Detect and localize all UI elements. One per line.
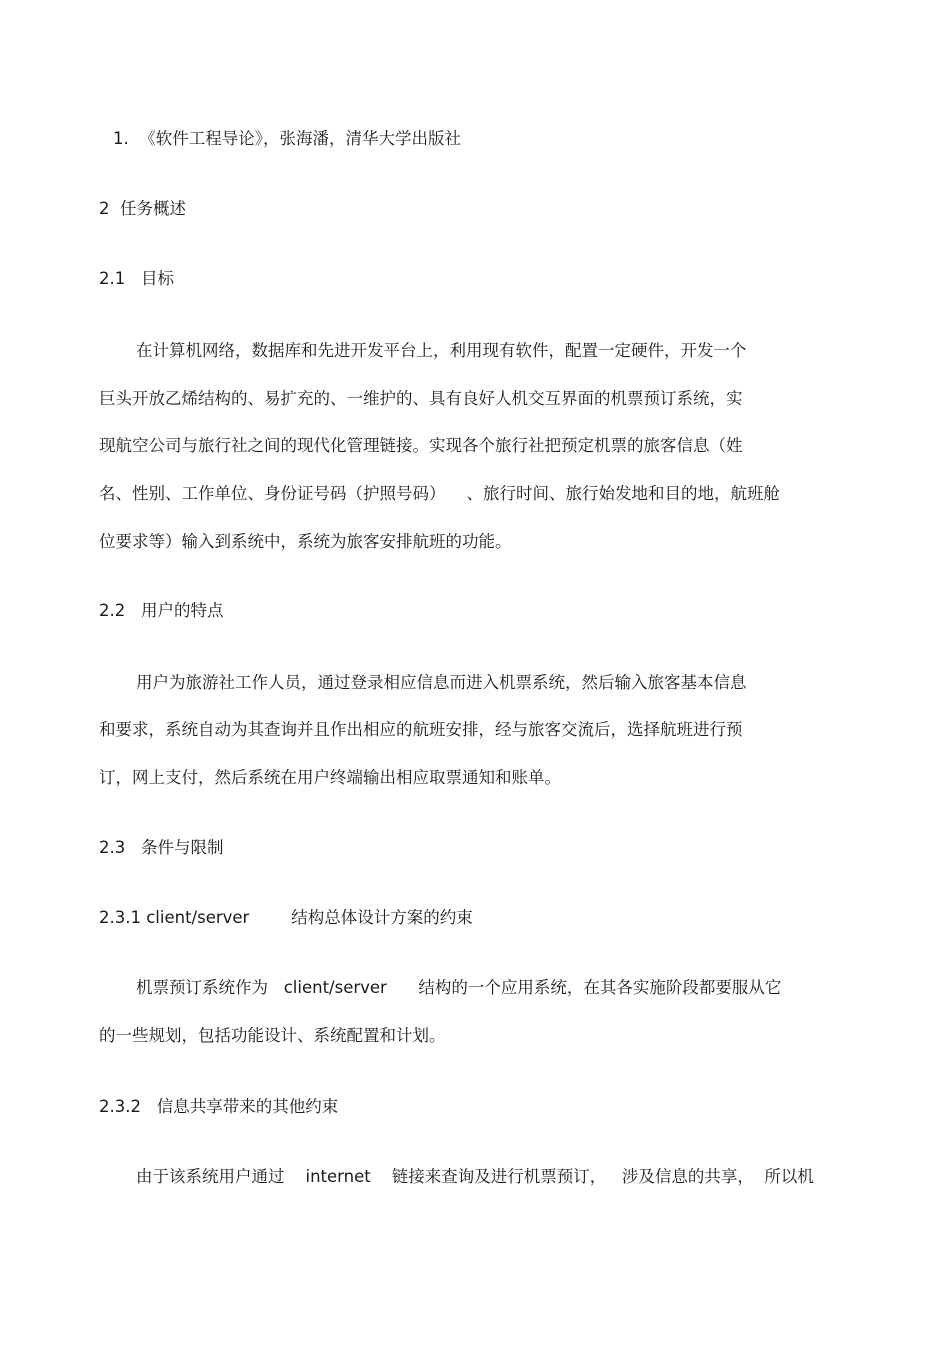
- paragraph-line: 位要求等）输入到系统中，系统为旅客安排航班的功能。: [99, 532, 512, 551]
- paragraph-line: 由于该系统用户通过 internet 链接来查询及进行机票预订， 涉及信息的共享， 所以机: [136, 1167, 814, 1186]
- paragraph-line: 巨头开放乙烯结构的、易扩充的、一维护的、具有良好人机交互界面的机票预订系统，实: [99, 389, 743, 408]
- section-2-3-2-heading: 2.3.2 信息共享带来的其他约束: [99, 1097, 339, 1116]
- paragraph-line: 现航空公司与旅行社之间的现代化管理链接。实现各个旅行社把预定机票的旅客信息（姓: [99, 436, 743, 455]
- section-2-3-heading: 2.3 条件与限制: [99, 838, 224, 857]
- section-2-1-heading: 2.1 目标: [99, 269, 174, 288]
- reference-item-1: 1. 《软件工程导论》，张海潘，清华大学出版社: [113, 129, 461, 148]
- section-2-heading: 2 任务概述: [99, 199, 186, 218]
- paragraph-line: 订，网上支付，然后系统在用户终端输出相应取票通知和账单。: [99, 768, 561, 787]
- paragraph-line: 的一些规划，包括功能设计、系统配置和计划。: [99, 1026, 446, 1045]
- paragraph-line: 在计算机网络，数据库和先进开发平台上，利用现有软件，配置一定硬件，开发一个: [136, 341, 747, 360]
- section-2-3-1-heading: 2.3.1 client/server 结构总体设计方案的约束: [99, 908, 473, 927]
- paragraph-line: 用户为旅游社工作人员，通过登录相应信息而进入机票系统，然后输入旅客基本信息: [136, 673, 747, 692]
- paragraph-line: 和要求，系统自动为其查询并且作出相应的航班安排，经与旅客交流后，选择航班进行预: [99, 720, 743, 739]
- paragraph-line: 名、性别、工作单位、身份证号码（护照号码） 、旅行时间、旅行始发地和目的地，航班舱: [99, 484, 780, 503]
- section-2-2-heading: 2.2 用户的特点: [99, 601, 224, 620]
- paragraph-line: 机票预订系统作为 client/server 结构的一个应用系统，在其各实施阶段都要服从它: [136, 978, 782, 997]
